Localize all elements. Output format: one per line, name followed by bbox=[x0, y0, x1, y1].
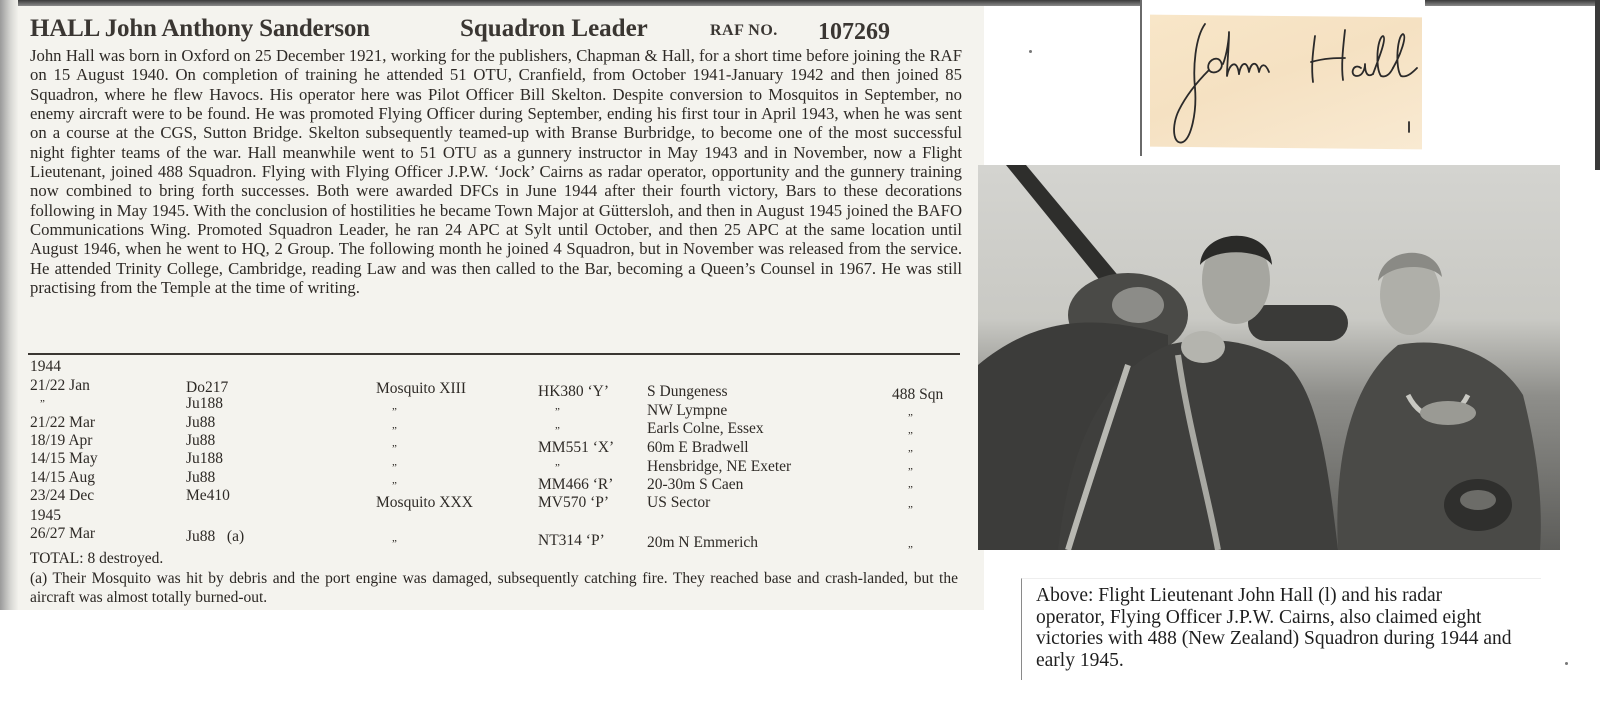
claim-type: Ju88 bbox=[186, 469, 216, 486]
claim-unit: ” bbox=[908, 430, 913, 442]
claim-unit: ” bbox=[908, 504, 913, 516]
claim-type: Ju88 bbox=[186, 432, 216, 449]
claim-unit: ” bbox=[908, 448, 913, 460]
claim-location: 20m N Emmerich bbox=[647, 534, 759, 551]
claim-date: 14/15 May bbox=[30, 450, 98, 467]
clipping-header bbox=[30, 15, 980, 49]
claims-year: 1944 bbox=[30, 358, 61, 375]
claim-serial: MM466 ‘R’ bbox=[538, 476, 614, 493]
claim-location: Hensbridge, NE Exeter bbox=[647, 458, 792, 475]
signature-john-hall bbox=[1165, 18, 1425, 148]
claim-serial: ” bbox=[555, 425, 560, 437]
claim-location: US Sector bbox=[647, 494, 711, 511]
claim-date: 18/19 Apr bbox=[30, 432, 93, 449]
photo-illustration bbox=[978, 165, 1560, 550]
claim-serial: HK380 ‘Y’ bbox=[538, 383, 610, 400]
claim-serial: MV570 ‘P’ bbox=[538, 494, 610, 511]
claim-serial: ” bbox=[555, 462, 560, 474]
claim-location: S Dungeness bbox=[647, 383, 728, 400]
claim-aircraft: Mosquito XXX bbox=[376, 494, 473, 511]
claim-serial: ” bbox=[555, 406, 560, 418]
biography-text: John Hall was born in Oxford on 25 December 1921, working for the publishers, Chapman & Hall, for a short time before joining the RAF on 15 August 1940. On completion of training he attended 51 OTU, Cranfield, from October 1941-January 1942 and then joined 85 Squadron, where he flew Havocs. His operator here was Pilot Officer Bill Skelton. Despite conversion to Mosquitos in September, no enemy aircraft were to be found. He was promoted Flying Officer during September, ending his first tour in April 1943, when he was sent on a course at the CGS, Sutton Bridge. Skelton subsequently teamed-up with Branse Burbridge, to become one of the most successful night fighter teams of the war. Hall meanwhile went to 51 OTU as a gunnery instructor in May 1943 and in November, now a Flight Lieutenant, joined 488 Squadron. Flying with Flying Officer J.P.W. ‘Jock’ Cairns as radar operator, opportunity and the gunnery training now combined to bring forth successes. Both were awarded DFCs in June 1944 after their fourth victory, Bars to these decorations following in May 1945. With the conclusion of hostilities he became Town Major at Güttersloh, and then in August 1945 joined the BAFO Communications Wing. Promoted Squadron Leader, he ran 24 APC at Sylt until October, and then 25 APC at the same location until August 1946, when he went to HQ, 2 Group. The following month he joined 4 Squadron, but in November was released from the service. He attended Trinity College, Cambridge, reading Law and was then called to the Bar, becoming a Queen’s Counsel in 1967. He was still practising from the Temple at the time of writing. bbox=[30, 46, 962, 298]
claim-unit: 488 Sqn bbox=[892, 386, 944, 403]
claim-type: Ju88 bbox=[186, 414, 216, 431]
claim-type: Ju188 bbox=[186, 395, 224, 412]
claim-date: ” bbox=[40, 398, 45, 410]
scan-edge-right bbox=[1595, 0, 1600, 170]
pilot-name: HALL John Anthony Sanderson bbox=[30, 15, 370, 42]
claim-location: Earls Colne, Essex bbox=[647, 420, 764, 437]
claim-date: 26/27 Mar bbox=[30, 525, 96, 542]
raf-number-label: RAF NO. bbox=[710, 22, 778, 39]
claims-footnote: (a) Their Mosquito was hit by debris and the port engine was damaged, subsequently catching fire. They reached base and crash-landed, but the aircraft was almost totally burned-out. bbox=[30, 570, 958, 606]
claim-type: Me410 bbox=[186, 487, 230, 504]
airmen-photo bbox=[978, 165, 1560, 550]
claim-aircraft: Mosquito XIII bbox=[376, 380, 466, 397]
raf-number: 107269 bbox=[818, 19, 890, 45]
biography-clipping bbox=[14, 6, 984, 610]
claim-date: 14/15 Aug bbox=[30, 469, 96, 486]
claim-type: Do217 bbox=[186, 379, 229, 396]
pilot-rank: Squadron Leader bbox=[460, 15, 648, 42]
claim-location: 60m E Bradwell bbox=[647, 439, 749, 456]
claim-aircraft: ” bbox=[392, 462, 397, 474]
claim-aircraft: ” bbox=[392, 480, 397, 492]
claim-unit: ” bbox=[908, 484, 913, 496]
section-divider bbox=[28, 353, 960, 355]
claim-unit: ” bbox=[908, 466, 913, 478]
scan-speck bbox=[1565, 662, 1568, 665]
scan-speck bbox=[1029, 50, 1032, 53]
claim-unit: ” bbox=[908, 412, 913, 424]
claim-serial: NT314 ‘P’ bbox=[538, 532, 605, 549]
claims-year: 1945 bbox=[30, 507, 61, 524]
caption-text: Above: Flight Lieutenant John Hall (l) and his radar operator, Flying Officer J.P.W. Cairns, also claimed eight victories with 488 (New Zealand) Squadron during 1944 and early 1945. bbox=[1036, 585, 1512, 671]
claim-type: Ju88 (a) bbox=[186, 528, 245, 545]
claim-date: 23/24 Dec bbox=[30, 487, 95, 504]
claim-aircraft: ” bbox=[392, 443, 397, 455]
claim-serial: MM551 ‘X’ bbox=[538, 439, 615, 456]
claim-location: NW Lympne bbox=[647, 402, 728, 419]
claim-location: 20-30m S Caen bbox=[647, 476, 744, 493]
claim-date: 21/22 Mar bbox=[30, 414, 96, 431]
claim-type: Ju188 bbox=[186, 450, 224, 467]
claim-date: 21/22 Jan bbox=[30, 377, 90, 394]
claim-aircraft: ” bbox=[392, 406, 397, 418]
claim-unit: ” bbox=[908, 544, 913, 556]
photo-caption bbox=[1021, 578, 1541, 680]
claim-aircraft: ” bbox=[392, 538, 397, 550]
claim-aircraft: ” bbox=[392, 425, 397, 437]
scan-edge-left bbox=[0, 0, 18, 610]
claims-total: TOTAL: 8 destroyed. bbox=[30, 550, 164, 567]
